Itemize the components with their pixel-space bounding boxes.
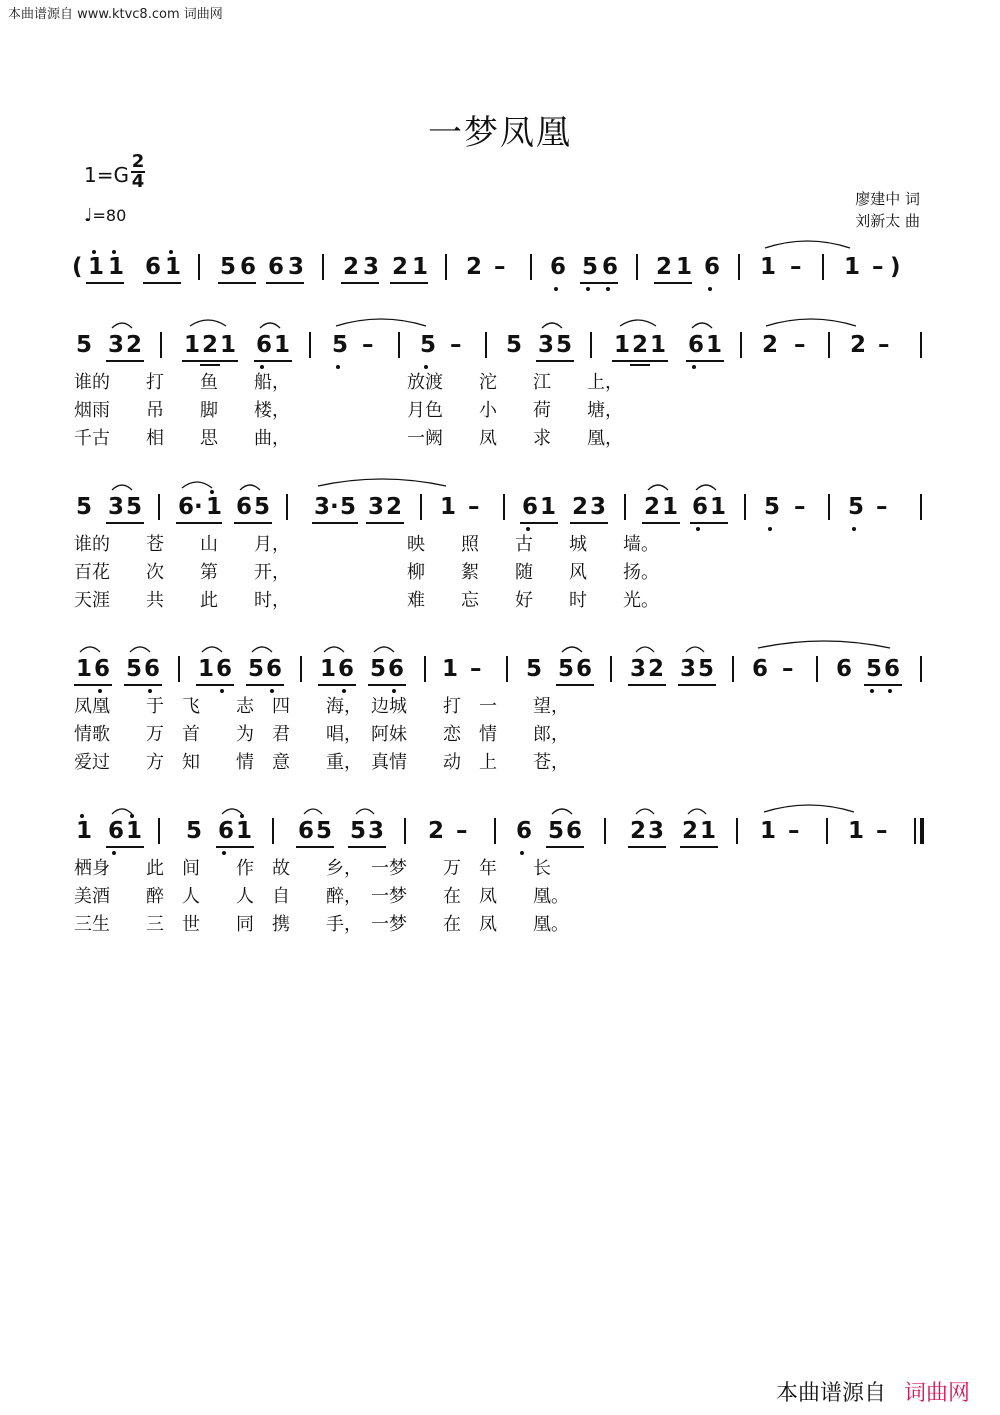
barline — [624, 494, 626, 520]
octave-dot — [768, 527, 772, 531]
octave-dot — [270, 689, 274, 693]
lyrics-row4-verse2: 美酒 醉 人 人 自 醉， 一梦 在 凤 凰。 — [74, 886, 569, 907]
beam-underline — [106, 846, 144, 848]
octave-dot — [169, 250, 173, 254]
lyrics-row2-verse2: 百花 次 第 开， 柳 絮 随 风 扬。 — [74, 562, 659, 583]
note: 2 — [572, 494, 589, 520]
note: 1 — [76, 818, 93, 844]
barline — [158, 494, 160, 520]
slur — [692, 323, 712, 328]
note: 6 — [338, 656, 355, 682]
note: 6 — [576, 656, 593, 682]
slur — [112, 809, 132, 814]
note: 6 — [144, 656, 161, 682]
barline — [485, 332, 487, 358]
barline — [503, 494, 505, 520]
note: 1 — [126, 818, 143, 844]
note: 5 — [126, 494, 143, 520]
octave-dot — [606, 287, 610, 291]
note: 3 — [648, 818, 665, 844]
barline — [828, 332, 830, 358]
dash: – — [494, 254, 506, 280]
note: 1 — [274, 332, 291, 358]
note: 1 — [165, 254, 182, 280]
barline — [828, 494, 830, 520]
barline — [530, 254, 532, 280]
note: 1 — [760, 254, 777, 280]
beam-underline — [686, 360, 724, 362]
beam-underline — [642, 522, 680, 524]
bottom-watermark-left: 本曲谱源自 — [775, 1381, 886, 1406]
beam-underline — [296, 846, 334, 848]
note: 1 — [848, 818, 865, 844]
octave-dot — [220, 689, 224, 693]
key-signature: 1=G — [84, 163, 129, 187]
note: 5 — [220, 254, 237, 280]
beam-underline — [864, 684, 902, 686]
note: 1 — [442, 656, 459, 682]
octave-dot — [148, 689, 152, 693]
note: 6 — [836, 656, 853, 682]
slur — [562, 647, 582, 652]
note: 5 — [558, 656, 575, 682]
note: 5 — [698, 656, 715, 682]
note: 2 — [632, 332, 649, 358]
lyrics-row3-verse3: 爱过 方 知 情 意 重， 真情 动 上 苍， — [74, 752, 569, 773]
slur — [182, 482, 212, 488]
note: 5 — [254, 494, 271, 520]
barline — [610, 656, 612, 682]
slur — [324, 647, 344, 652]
slur — [765, 241, 850, 248]
note: 6 — [704, 254, 721, 280]
dash: – — [876, 494, 888, 520]
barline — [398, 332, 400, 358]
lyricist-credit: 廖建中 词 — [855, 190, 920, 208]
time-signature-top: 2 — [131, 151, 145, 172]
bottom-watermark — [776, 1376, 970, 1407]
note: 6 — [94, 656, 111, 682]
note: 2 — [762, 332, 779, 358]
beam-underline — [678, 684, 716, 686]
dot-mark: · — [194, 494, 203, 520]
barline — [198, 254, 200, 280]
top-watermark: 本曲谱源自 www.ktvc8.com 词曲网 — [8, 7, 223, 22]
barline — [590, 332, 592, 358]
barline — [424, 656, 426, 682]
dash: – — [450, 332, 462, 358]
beam-underline — [196, 684, 234, 686]
dash: – — [782, 656, 794, 682]
octave-dot — [260, 365, 264, 369]
slur — [112, 485, 132, 490]
barline — [816, 656, 818, 682]
beam-underline — [390, 282, 428, 284]
note: 6 — [516, 818, 533, 844]
barline — [506, 656, 508, 682]
note: 1 — [650, 332, 667, 358]
dash: – — [794, 494, 806, 520]
slur — [552, 809, 572, 814]
octave-dot — [98, 689, 102, 693]
slur — [374, 647, 394, 652]
octave-dot — [424, 365, 428, 369]
octave-dot — [696, 527, 700, 531]
note: 5 — [332, 332, 349, 358]
slur — [202, 647, 222, 652]
tempo-marking — [84, 205, 126, 226]
note: 6 — [240, 254, 257, 280]
note: 5 — [126, 656, 143, 682]
slur — [112, 323, 132, 328]
dash: – — [794, 332, 806, 358]
beam-underline — [348, 846, 386, 848]
beam-underline — [318, 684, 356, 686]
beam-underline — [680, 846, 718, 848]
note: 3 — [108, 332, 125, 358]
octave-dot — [520, 851, 524, 855]
note: 5 — [76, 332, 93, 358]
note: 5 — [556, 332, 573, 358]
barline — [738, 254, 740, 280]
beam-underline — [612, 360, 668, 362]
barline — [732, 656, 734, 682]
beam-underline — [690, 522, 728, 524]
time-signature — [131, 153, 145, 191]
beam-underline — [628, 846, 666, 848]
slur — [190, 320, 226, 326]
slur — [636, 809, 654, 814]
note: 2 — [630, 818, 647, 844]
tempo-value: =80 — [92, 206, 127, 225]
beam-underline — [570, 522, 608, 524]
slur — [260, 323, 280, 328]
final-barline-thick — [920, 818, 924, 844]
time-signature-bottom: 4 — [131, 171, 145, 192]
note: 6 — [236, 494, 253, 520]
note: 5 — [248, 656, 265, 682]
note: 2 — [126, 332, 143, 358]
beam-underline — [143, 282, 181, 284]
dash: – — [790, 254, 802, 280]
octave-dot — [130, 814, 134, 818]
note: 6 — [884, 656, 901, 682]
barline — [420, 494, 422, 520]
octave-dot — [392, 689, 396, 693]
note: 1 — [76, 656, 93, 682]
barline — [160, 332, 162, 358]
note: 5 — [340, 494, 357, 520]
slur — [764, 805, 854, 812]
note: 1 — [184, 332, 201, 358]
note: 1 — [844, 254, 861, 280]
beam-underline — [630, 364, 650, 366]
note: 3 — [590, 494, 607, 520]
note: 1 — [614, 332, 631, 358]
barline — [494, 818, 496, 844]
barline — [636, 254, 638, 280]
barline — [309, 332, 311, 358]
note: 5 — [526, 656, 543, 682]
note: 5 — [186, 818, 203, 844]
barline — [604, 818, 606, 844]
beam-underline — [234, 522, 272, 524]
octave-dot — [554, 287, 558, 291]
slur — [758, 641, 890, 648]
octave-dot — [692, 365, 696, 369]
beam-underline — [341, 282, 379, 284]
lyrics-row1-verse1: 谁的 打 鱼 船， 放渡 沱 江 上， — [74, 372, 623, 393]
slur — [688, 809, 706, 814]
note: 1 — [710, 494, 727, 520]
octave-dot — [240, 814, 244, 818]
note: 6 — [388, 656, 405, 682]
note: 1 — [700, 818, 717, 844]
composer-credit: 刘新太 曲 — [855, 212, 920, 230]
barline — [178, 656, 180, 682]
note: 6 — [216, 656, 233, 682]
beam-underline — [182, 360, 238, 362]
dash: – — [872, 254, 884, 280]
octave-dot — [586, 287, 590, 291]
octave-dot — [870, 689, 874, 693]
note: 5 — [316, 818, 333, 844]
beam-underline — [246, 684, 284, 686]
note: 2 — [648, 656, 665, 682]
note: 2 — [343, 254, 360, 280]
note: 6 — [692, 494, 709, 520]
barline — [404, 818, 406, 844]
beam-underline — [218, 282, 256, 284]
note: 2 — [644, 494, 661, 520]
barline — [744, 494, 746, 520]
note: 3 — [538, 332, 555, 358]
octave-dot — [342, 689, 346, 693]
slur — [80, 647, 100, 652]
note: 2 — [682, 818, 699, 844]
slur — [336, 319, 426, 326]
dash: – — [876, 818, 888, 844]
barline — [445, 254, 447, 280]
note: 6 — [256, 332, 273, 358]
note: 1 — [676, 254, 693, 280]
note: 1 — [540, 494, 557, 520]
note: 6 — [145, 254, 162, 280]
slur — [318, 479, 446, 486]
note: 3 — [680, 656, 697, 682]
slur — [766, 319, 856, 326]
octave-dot — [708, 287, 712, 291]
beam-underline — [536, 360, 574, 362]
note: 3 — [288, 254, 305, 280]
beam-underline — [312, 522, 358, 524]
beam-underline — [200, 364, 220, 366]
lyrics-row4-verse3: 三生 三 世 同 携 手， 一梦 在 凤 凰。 — [74, 914, 569, 935]
beam-underline — [176, 522, 222, 524]
beam-underline — [124, 684, 162, 686]
barline — [822, 254, 824, 280]
note: 1 — [198, 656, 215, 682]
barline — [740, 332, 742, 358]
beam-underline — [216, 846, 254, 848]
note: 6 — [522, 494, 539, 520]
slur — [686, 647, 704, 652]
octave-dot — [92, 250, 96, 254]
note: 5 — [420, 332, 437, 358]
beam-underline — [86, 282, 124, 284]
note: 1 — [760, 818, 777, 844]
note: 1 — [220, 332, 237, 358]
note: 3 — [368, 494, 385, 520]
slur — [636, 647, 654, 652]
note: 5 — [76, 494, 93, 520]
note: 5 — [370, 656, 387, 682]
note: 1 — [108, 254, 125, 280]
note: 5 — [548, 818, 565, 844]
slur — [252, 647, 272, 652]
note: 6 — [688, 332, 705, 358]
beam-underline — [368, 684, 406, 686]
paren-close: ) — [890, 254, 901, 280]
paren-open: ( — [72, 254, 83, 280]
barline — [272, 818, 274, 844]
barline — [300, 656, 302, 682]
lyrics-row3-verse1: 凤凰 于 飞 志 四 海， 边城 打 一 望， — [74, 696, 569, 717]
note: 3 — [314, 494, 331, 520]
octave-dot — [80, 814, 84, 818]
slur — [356, 809, 374, 814]
note: 5 — [350, 818, 367, 844]
slur — [696, 485, 716, 490]
slur — [304, 809, 322, 814]
note: 6 — [268, 254, 285, 280]
lyrics-row2-verse3: 天涯 共 此 时， 难 忘 好 时 光。 — [74, 590, 659, 611]
note: 3 — [368, 818, 385, 844]
dash: – — [878, 332, 890, 358]
octave-dot — [526, 527, 530, 531]
note: 6 — [298, 818, 315, 844]
slur — [648, 485, 668, 490]
note: 6 — [218, 818, 235, 844]
note: 1 — [320, 656, 337, 682]
note: 5 — [582, 254, 599, 280]
note: 5 — [764, 494, 781, 520]
lyrics-row4-verse1: 栖身 此 间 作 故 乡， 一梦 万 年 长 — [74, 858, 551, 879]
note: 6 — [108, 818, 125, 844]
note: 6 — [566, 818, 583, 844]
note: 6 — [266, 656, 283, 682]
barline — [286, 494, 288, 520]
lyrics-row2-verse1: 谁的 苍 山 月， 映 照 古 城 墙。 — [74, 534, 659, 555]
note: 2 — [428, 818, 445, 844]
barline — [158, 818, 160, 844]
note: 1 — [440, 494, 457, 520]
slur — [240, 485, 260, 490]
dash: – — [468, 494, 480, 520]
dash: – — [456, 818, 468, 844]
dash: – — [362, 332, 374, 358]
note: 3 — [108, 494, 125, 520]
note: 5 — [506, 332, 523, 358]
dash: – — [788, 818, 800, 844]
note: 5 — [848, 494, 865, 520]
octave-dot — [112, 250, 116, 254]
note: 1 — [706, 332, 723, 358]
slur — [542, 323, 562, 328]
note: 1 — [88, 254, 105, 280]
lyrics-row1-verse3: 千古 相 思 曲， 一阙 凤 求 凰， — [74, 428, 623, 449]
barline — [322, 254, 324, 280]
barline — [920, 656, 922, 682]
beam-underline — [106, 360, 144, 362]
note: 1 — [236, 818, 253, 844]
octave-dot — [210, 490, 214, 494]
note: 6 — [550, 254, 567, 280]
note: 2 — [392, 254, 409, 280]
note: 1 — [412, 254, 429, 280]
note: 6 — [752, 656, 769, 682]
final-barline-thin — [914, 818, 916, 844]
beam-underline — [628, 684, 666, 686]
beam-underline — [556, 684, 594, 686]
lyrics-row1-verse2: 烟雨 吊 脚 楼， 月色 小 荷 塘， — [74, 400, 623, 421]
slur — [222, 809, 242, 814]
note: 2 — [466, 254, 483, 280]
dash: – — [470, 656, 482, 682]
note: 5 — [866, 656, 883, 682]
octave-dot — [112, 851, 116, 855]
octave-dot — [888, 689, 892, 693]
note: 1 — [662, 494, 679, 520]
beam-underline — [74, 684, 112, 686]
beam-underline — [366, 522, 404, 524]
note: 2 — [386, 494, 403, 520]
note: 3 — [363, 254, 380, 280]
octave-dot — [852, 527, 856, 531]
slur — [130, 647, 150, 652]
song-title: 一梦凤凰 — [428, 113, 572, 153]
bottom-watermark-brand: 词曲网 — [903, 1381, 970, 1406]
beam-underline — [520, 522, 558, 524]
quarter-note-icon: ♩ — [84, 205, 93, 226]
beam-underline — [106, 522, 144, 524]
note: 1 — [206, 494, 223, 520]
note: 2 — [850, 332, 867, 358]
beam-underline — [546, 846, 584, 848]
octave-dot — [336, 365, 340, 369]
note: 2 — [656, 254, 673, 280]
dot-mark: · — [330, 494, 339, 520]
barline — [920, 494, 922, 520]
beam-underline — [654, 282, 692, 284]
beam-underline — [254, 360, 292, 362]
beam-underline — [580, 282, 618, 284]
barline — [736, 818, 738, 844]
note: 6 — [178, 494, 195, 520]
octave-dot — [222, 851, 226, 855]
beam-underline — [266, 282, 304, 284]
note: 6 — [602, 254, 619, 280]
lyrics-row3-verse2: 情歌 万 首 为 君 唱， 阿妹 恋 情 郎， — [74, 724, 569, 745]
note: 3 — [630, 656, 647, 682]
note: 2 — [202, 332, 219, 358]
barline — [920, 332, 922, 358]
slur — [620, 320, 656, 326]
barline — [826, 818, 828, 844]
